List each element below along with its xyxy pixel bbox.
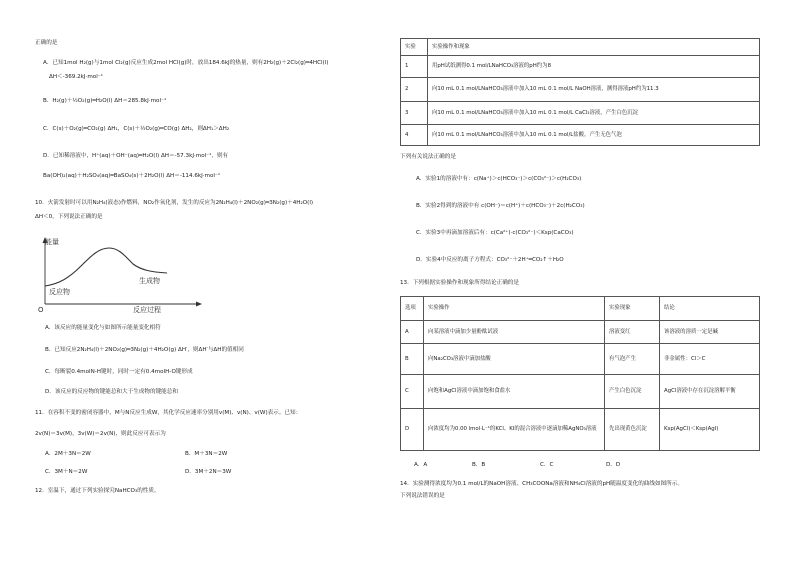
q9-option-d-line1: D．已知稀溶液中，H⁺(aq)＋OH⁻(aq)═H₂O(l) ΔH＝-57.3kJ·mol⁻¹，则有 [43, 153, 229, 159]
table-row [401, 375, 760, 409]
option-letter: B [401, 344, 424, 375]
q9-intro: 正确的是 [35, 40, 58, 46]
q13-choice-c: C．C [540, 462, 554, 468]
q12-stem: 12．室温下，通过下列实验探究NaHCO₃的性质。 [35, 488, 160, 494]
reactant-label: 反应物 [49, 288, 70, 296]
experiment-description: 向10 mL 0.1 mol/LNaHCO₃溶液中加入10 mL 0.1 mol/L CaCl₂溶液，产生白色沉淀 [428, 102, 760, 125]
q11-stem-line1: 11．在容积不变的密闭容器中，M与N反应生成W，其化学反应速率分别用v(M)、v(N)、v(W)表示。已知： [35, 410, 302, 416]
q10-option-d: D．该反应的反应物的键能总和大于生成物的键能总和 [45, 389, 178, 395]
option-letter: C [401, 375, 424, 409]
option-letter: A [401, 321, 424, 344]
experiment-description: 用pH试纸测得0.1 mol/LNaHCO₃溶液的pH约为8 [428, 56, 760, 78]
q12-option-d: D．实验4中反应的离子方程式：CO₃²⁻＋2H⁺═CO₂↑＋H₂O [416, 257, 564, 263]
q9-option-d-line2: Ba(OH)₂(aq)＋H₂SO₄(aq)═BaSO₄(s)＋2H₂O(l) ΔH＝-114.6kJ·mol⁻¹ [43, 173, 221, 179]
q9-option-c: C．C(s)＋O₂(g)═CO₂(g) ΔH₁，C(s)＋½O₂(g)═CO(g) ΔH₂，则ΔH₁＞ΔH₂ [43, 126, 230, 132]
q10-option-a: A．该反应的能量变化与如图所示能量变化相符 [45, 325, 161, 331]
q12-option-c: C．实验3中再滴加溶液后有：c(Ca²⁺)·c(CO₃²⁻)＜Ksp(CaCO₃) [416, 230, 574, 236]
phenomenon-cell: 有气泡产生 [605, 344, 660, 375]
table-row [401, 56, 760, 78]
energy-axis-y-label: 能量 [45, 238, 59, 246]
conclusion-cell: 该溶液的溶质一定是碱 [660, 321, 760, 344]
q9-option-a-line2: ΔH＜-369.2kJ·mol⁻¹ [49, 74, 103, 80]
energy-axis-x-label: 反应过程 [133, 306, 161, 314]
table-row [401, 125, 760, 146]
product-label: 生成物 [139, 277, 160, 285]
q9-option-a-line1: A．已知1mol H₂(g)与1mol Cl₂(g)反应生成2mol HCl(g)时，放出184.6kJ的热量，则有2H₂(g)＋2Cl₂(g)═4HCl(l) [43, 60, 329, 66]
q13-choice-a: A．A [414, 462, 428, 468]
conclusion-cell: Ksp(AgCl)＜Ksp(AgI) [660, 409, 760, 451]
experiment-table-header-cell: 实验 [401, 39, 428, 56]
phenomenon-cell: 溶液变红 [605, 321, 660, 344]
table-row [401, 78, 760, 102]
experiment-number: 2 [401, 78, 428, 102]
table-row [401, 102, 760, 125]
conclusion-table-header-cell: 实验现象 [605, 297, 660, 321]
q14-stem-line1: 14．实验测得浓度均为0.1 mol/L的NaOH溶液、CH₃COONa溶液和NH₄Cl溶液的pH随温度变化的曲线如图所示。 [400, 481, 683, 487]
experiment-table [400, 38, 760, 146]
experiment-description: 向10 mL 0.1 mol/LNaHCO₃溶液中加入10 mL 0.1 mol/L盐酸，产生无色气泡 [428, 125, 760, 146]
energy-axis-x-arrow [196, 302, 202, 307]
q11-option-c: C．3M＋N＝2W [45, 469, 88, 475]
experiment-description: 向10 mL 0.1 mol/LNaHCO₃溶液中加入10 mL 0.1 mol/L NaOH溶液，测得溶液pH约为11.3 [428, 78, 760, 102]
operation-cell: 向饱和AgCl溶液中滴加饱和食盐水 [424, 375, 605, 409]
q10-option-b: B．已知反应2N₂H₄(l)＋2NO₂(g)═3N₂(g)＋4H₂O(g) ΔH′，则ΔH′与ΔH的值相同 [45, 347, 244, 353]
table-row [401, 409, 760, 451]
q10-stem-line1: 10．火箭发射时可以用N₂H₄(液态)作燃料，NO₂作氧化剂，发生的反应为2N₂H₄(l)＋2NO₂(g)═3N₂(g)＋4H₂O(l) [35, 200, 314, 206]
q12-option-a: A．实验1的溶液中有：c(Na⁺)＞c(HCO₃⁻)＞c(CO₃²⁻)＞c(H₂CO₃) [416, 176, 582, 182]
conclusion-table-header-cell: 实验操作 [424, 297, 605, 321]
experiment-number: 4 [401, 125, 428, 146]
energy-origin-label: O [38, 306, 44, 314]
conclusion-table [400, 296, 760, 451]
table-row [401, 321, 760, 344]
conclusion-table-header-cell: 选项 [401, 297, 424, 321]
energy-diagram [37, 236, 207, 316]
q10-option-c: C．每断裂0.4molN-H键时，同时一定有0.4molH-O键形成 [45, 369, 193, 375]
operation-cell: 向浓度均为0.00 lmol·L⁻¹的KCl、KI的混合溶液中逐滴加稀AgNO₃溶液 [424, 409, 605, 451]
operation-cell: 向某溶液中滴加少量酚酞试液 [424, 321, 605, 344]
conclusion-table-header-cell: 结论 [660, 297, 760, 321]
q11-option-d: D．3M＋2N＝3W [185, 469, 232, 475]
q11-option-a: A．2M＋3N＝2W [45, 451, 91, 457]
q14-stem-line2: 下列说法错误的是 [400, 493, 445, 499]
q11-stem-line2: 2v(N)＝3v(M)，3v(W)＝2v(N)，则此反应可表示为 [35, 431, 166, 437]
option-letter: D [401, 409, 424, 451]
phenomenon-cell: 产生白色沉淀 [605, 375, 660, 409]
conclusion-cell: AgCl溶液中存在沉淀溶解平衡 [660, 375, 760, 409]
operation-cell: 向Na₂CO₃溶液中滴加盐酸 [424, 344, 605, 375]
conclusion-cell: 非金属性：Cl＞C [660, 344, 760, 375]
q13-choice-d: D．D [606, 462, 621, 468]
q13-choice-b: B．B [472, 462, 486, 468]
q12-option-b: B．实验2得到的溶液中有 c(OH⁻)＝c(H⁺)＋c(HCO₃⁻)＋2c(H₂CO₃) [416, 203, 585, 209]
q13-stem: 13．下列根据实验操作和现象所得结论正确的是 [400, 280, 519, 286]
q9-option-b: B．H₂(g)＋½O₂(g)═H₂O(l) ΔH＝285.8kJ·mol⁻¹ [43, 98, 167, 104]
experiment-number: 3 [401, 102, 428, 125]
experiment-table-header [401, 39, 760, 56]
q11-option-b: B．M＋3N＝2W [185, 451, 228, 457]
experiment-number: 1 [401, 56, 428, 78]
table-row [401, 344, 760, 375]
phenomenon-cell: 先出现黄色沉淀 [605, 409, 660, 451]
experiment-table-header-cell: 实验操作和现象 [428, 39, 760, 56]
conclusion-table-header [401, 297, 760, 321]
q12-intro: 下列有关说法正确的是 [400, 154, 456, 160]
q10-stem-line2: ΔH＜0，下列说法正确的是 [35, 214, 103, 220]
